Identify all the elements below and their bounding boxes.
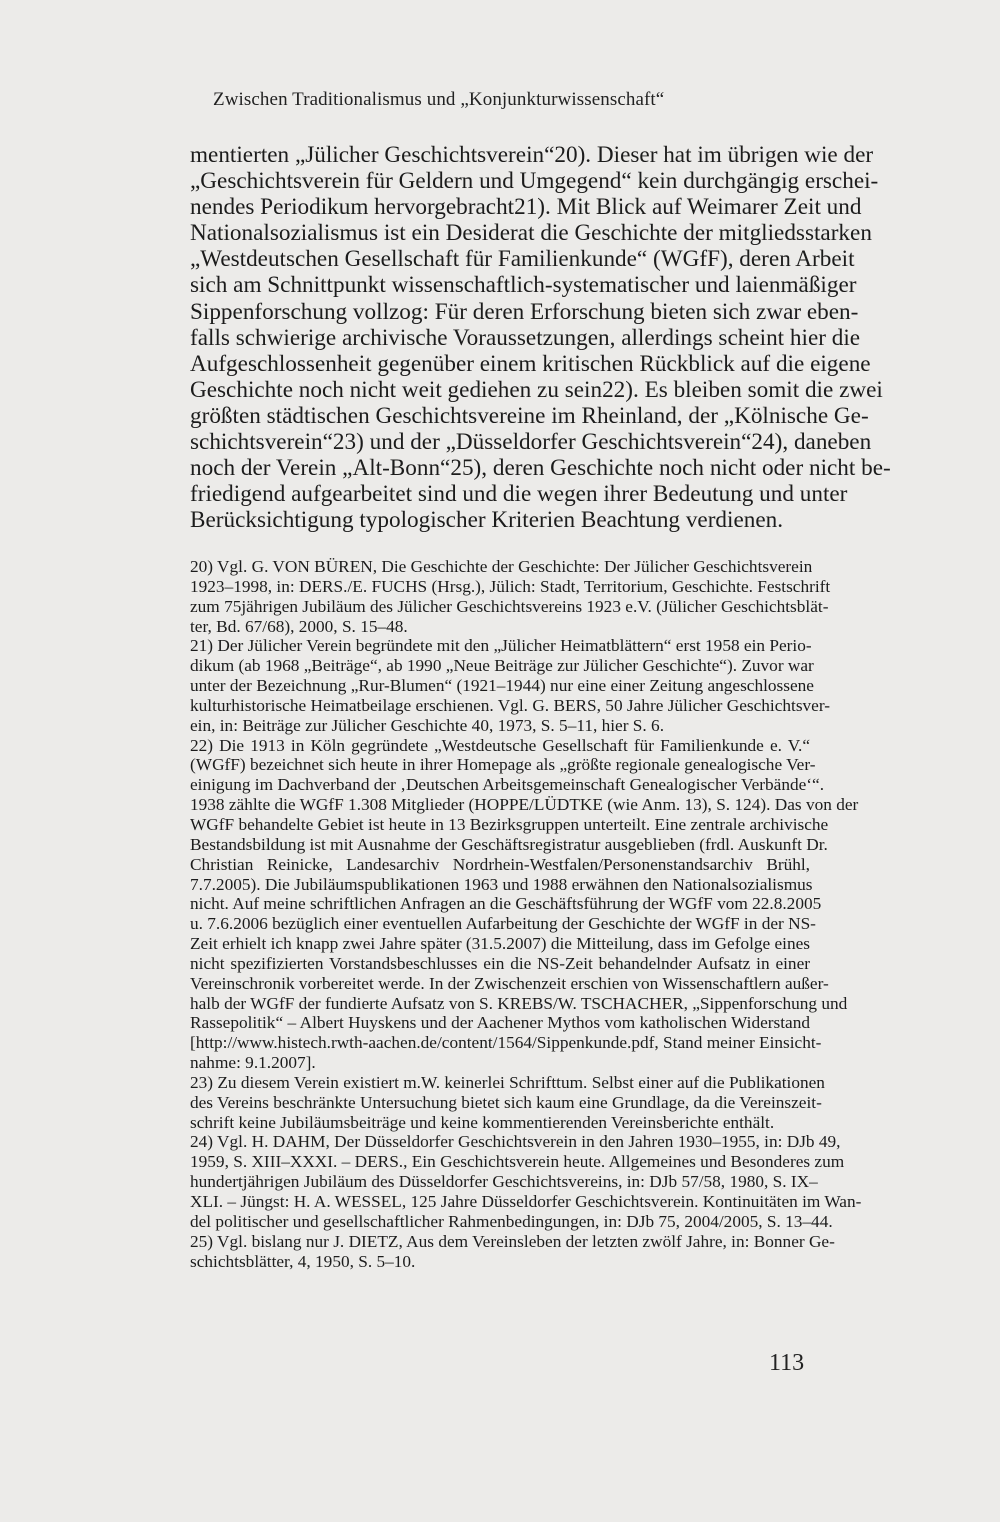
footnote-line: 22) Die 1913 in Köln gegründete „Westdeutsche Gesellschaft für Familienkunde e. V.“ (190, 735, 810, 755)
footnote-line: ein, in: Beiträge zur Jülicher Geschichte 40, 1973, S. 5–11, hier S. 6. (190, 715, 665, 735)
running-head: Zwischen Traditionalismus und „Konjunkturwissenschaft“ (213, 89, 665, 110)
footnote-line: XLI. – Jüngst: H. A. WESSEL, 125 Jahre Düsseldorfer Geschichtsverein. Kontinuitäten im Wan- (190, 1192, 862, 1211)
footnote-line: 23) Zu diesem Verein existiert m.W. keinerlei Schrifttum. Selbst einer auf die Publikationen (190, 1072, 825, 1092)
body-line: „Westdeutschen Gesellschaft für Familienkunde“ (WGfF), deren Arbeit (190, 246, 855, 273)
footnote-line: 1923–1998, in: DERS./E. FUCHS (Hrsg.), Jülich: Stadt, Territorium, Geschichte. Festschrift (190, 576, 831, 596)
footnote-line: 1959, S. XIII–XXXI. – DERS., Ein Geschichtsverein heute. Allgemeines und Besonderes zum (190, 1152, 845, 1172)
footnote-line: kulturhistorische Heimatbeilage erschienen. Vgl. G. BERS, 50 Jahre Jülicher Geschichtsver- (190, 695, 831, 715)
footnote-line: u. 7.6.2006 bezüglich einer eventuellen Aufarbeitung der Geschichte der WGfF in der NS- (190, 914, 816, 934)
footnote-line: Christian Reinicke, Landesarchiv Nordrhein-Westfalen/Personenstandsarchiv Brühl, (190, 854, 810, 874)
body-line: schichtsverein“23) und der „Düsseldorfer Geschichtsverein“24), daneben (190, 429, 872, 456)
footnote-line: 21) Der Jülicher Verein begründete mit den „Jülicher Heimatblättern“ erst 1958 ein Perio- (190, 636, 812, 656)
footnote-line: einigung im Dachverband der ‚Deutschen Arbeitsgemeinschaft Genealogischer Verbände‘“. (190, 775, 825, 795)
footnote-line: WGfF behandelte Gebiet ist heute in 13 Bezirksgruppen unterteilt. Eine zentrale archivische (190, 814, 829, 834)
footnote-line: zum 75jährigen Jubiläum des Jülicher Geschichtsvereins 1923 e.V. (Jülicher Geschichtsblät- (190, 596, 829, 616)
footnote-line: nicht. Auf meine schriftlichen Anfragen an die Geschäftsführung der WGfF vom 22.8.2005 (190, 894, 822, 914)
footnote-line: unter der Bezeichnung „Rur-Blumen“ (1921–1944) nur eine einer Zeitung angeschlossene (190, 676, 814, 696)
page-number: 113 (769, 1350, 805, 1376)
body-line: Nationalsozialismus ist ein Desiderat die Geschichte der mitgliedsstarken (190, 220, 872, 247)
body-line: Geschichte noch nicht weit gediehen zu sein22). Es bleiben somit die zwei (190, 376, 883, 403)
footnote-line: halb der WGfF der fundierte Aufsatz von S. KREBS/W. TSCHACHER, „Sippenforschung und (190, 993, 848, 1013)
body-line: Sippenforschung vollzog: Für deren Erforschung bieten sich zwar eben- (190, 298, 859, 325)
body-line: größten städtischen Geschichtsvereine im Rheinland, der „Kölnische Ge- (190, 402, 869, 429)
body-line: Aufgeschlossenheit gegenüber einem kritischen Rückblick auf die eigene (190, 350, 871, 377)
body-line: noch der Verein „Alt-Bonn“25), deren Geschichte noch nicht oder nicht be- (190, 455, 891, 482)
body-line: Berücksichtigung typologischer Kriterien Beachtung verdienen. (190, 507, 784, 534)
body-line: mentierten „Jülicher Geschichtsverein“20). Dieser hat im übrigen wie der (190, 142, 874, 168)
body-line: friedigend aufgearbeitet sind und die wegen ihrer Bedeutung und unter (190, 481, 848, 508)
footnote-line: 25) Vgl. bislang nur J. DIETZ, Aus dem Vereinsleben der letzten zwölf Jahre, in: Bonner Ge- (190, 1231, 835, 1251)
body-line: falls schwierige archivische Voraussetzungen, allerdings scheint hier die (190, 324, 861, 351)
footnote-line: 7.7.2005). Die Jubiläumspublikationen 1963 und 1988 erwähnen den Nationalsozialismus (190, 874, 813, 894)
footnote-line: dikum (ab 1968 „Beiträge“, ab 1990 „Neue Beiträge zur Jülicher Geschichte“). Zuvor war (190, 656, 814, 676)
footnote-line: Bestandsbildung ist mit Ausnahme der Geschäftsregistratur ausgeblieben (frdl. Auskunft Dr. (190, 834, 828, 854)
body-text (190, 142, 891, 534)
footnote-line: del politischer und gesellschaftlicher Rahmenbedingungen, in: DJb 75, 2004/2005, S. 13–44. (190, 1211, 833, 1231)
footnote-line: nahme: 9.1.2007]. (190, 1053, 316, 1073)
footnote-line: des Vereins beschränkte Untersuchung bietet sich kaum eine Grundlage, da die Vereinszeit- (190, 1092, 822, 1112)
footnote-line: schichtsblätter, 4, 1950, S. 5–10. (190, 1251, 416, 1271)
footnote-line: 24) Vgl. H. DAHM, Der Düsseldorfer Geschichtsverein in den Jahren 1930–1955, in: DJb 49, (190, 1132, 841, 1152)
footnote-line: Vereinschronik vorbereitet werde. In der Zwischenzeit erschien von Wissenschaftlern außer- (190, 973, 829, 993)
footnote-line: nicht spezifizierten Vorstandsbeschlusses ein die NS-Zeit behandelnder Aufsatz in einer (190, 953, 810, 973)
footnote-line: schrift keine Jubiläumsbeiträge und keine kommentierenden Vereinsberichte enthält. (190, 1112, 775, 1132)
footnote-line: 1938 zählte die WGfF 1.308 Mitglieder (HOPPE/LÜDTKE (wie Anm. 13), S. 124). Das von der (190, 795, 859, 815)
body-line: „Geschichtsverein für Geldern und Umgegend“ kein durchgängig erschei- (190, 168, 879, 195)
footnote-line: ter, Bd. 67/68), 2000, S. 15–48. (190, 616, 408, 636)
body-line: nendes Periodikum hervorgebracht21). Mit Blick auf Weimarer Zeit und (190, 194, 862, 221)
footnote-line: (WGfF) bezeichnet sich heute in ihrer Homepage als „größte regionale genealogische Ver- (190, 755, 816, 775)
footnotes (190, 557, 862, 1271)
footnote-line: 20) Vgl. G. VON BÜREN, Die Geschichte der Geschichte: Der Jülicher Geschichtsverein (190, 557, 813, 576)
footnote-line: Rassepolitik“ – Albert Huyskens und der Aachener Mythos vom katholischen Widerstand (190, 1013, 810, 1033)
footnote-line: hundertjährigen Jubiläum des Düsseldorfer Geschichtsvereins, in: DJb 57/58, 1980, S. IX– (190, 1172, 818, 1192)
footnote-line: [http://www.histech.rwth-aachen.de/content/1564/Sippenkunde.pdf, Stand meiner Einsicht- (190, 1033, 822, 1053)
footnote-line: Zeit erhielt ich knapp zwei Jahre später (31.5.2007) die Mitteilung, dass im Gefolge eines (190, 934, 811, 954)
body-line: sich am Schnittpunkt wissenschaftlich-systematischer und laienmäßiger (190, 272, 857, 299)
